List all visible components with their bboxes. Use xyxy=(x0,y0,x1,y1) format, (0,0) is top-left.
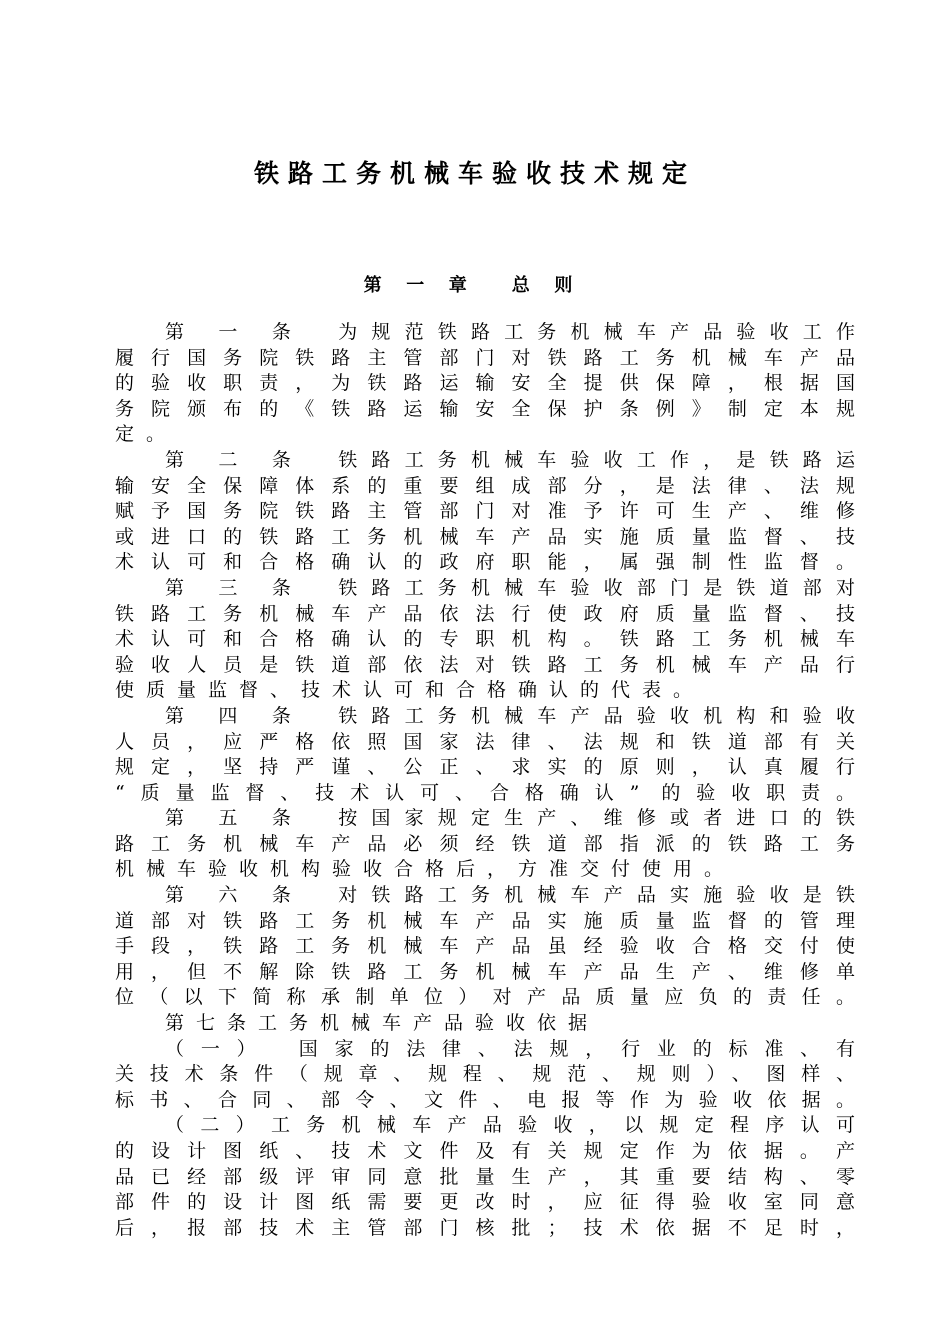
text-line: 手段，铁路工务机械车产品虽经验收合格交付使 xyxy=(115,935,855,958)
text-line: 第 三 条 铁路工务机械车验收部门是铁道部对 xyxy=(165,576,855,599)
text-line: 位（以下简称承制单位）对产品质量应负的责任。 xyxy=(115,986,855,1009)
text-line: 后，报部技术主管部门核批；技术依据不足时， xyxy=(115,1216,855,1239)
text-line: 的设计图纸、技术文件及有关规定作为依据。产 xyxy=(115,1140,855,1162)
text-line: （一） 国家的法律、法规，行业的标准、有 xyxy=(165,1037,855,1060)
text-line: 使质量监督、技术认可和合格确认的代表。 xyxy=(115,679,705,702)
text-line: 第 四 条 铁路工务机械车产品验收机构和验收 xyxy=(165,704,855,727)
document-body xyxy=(115,320,855,1241)
text-line: 验收人员是铁道部依法对铁路工务机械车产品行 xyxy=(115,653,855,676)
text-line: 规定，坚持严谨、公正、求实的原则，认真履行 xyxy=(115,756,855,779)
text-line: 品已经部级评审同意批量生产，其重要结构、零 xyxy=(115,1165,855,1188)
text-line: 机械车验收机构验收合格后，方准交付使用。 xyxy=(115,858,736,881)
text-line: 输安全保障体系的重要组成部分，是法律、法规 xyxy=(115,474,855,497)
text-line: 部件的设计图纸需要更改时，应征得验收室同意 xyxy=(115,1191,855,1214)
text-line: 第 一 条 为规范铁路工务机械车产品验收工作 xyxy=(165,321,855,343)
text-line: 用，但不解除铁路工务机械车产品生产、维修单 xyxy=(115,960,855,983)
text-line: 路工务机械车产品必须经铁道部指派的铁路工务 xyxy=(115,832,855,855)
text-line: 务院颁布的《铁路运输安全保护条例》制定本规 xyxy=(115,397,855,420)
text-line: 第 五 条 按国家规定生产、维修或者进口的铁 xyxy=(165,807,855,830)
text-line: 关技术条件（规章、规程、规范、规则）、图样、 xyxy=(115,1063,855,1086)
text-line: 铁路工务机械车产品依法行使政府质量监督、技 xyxy=(115,602,855,625)
text-line: 道部对铁路工务机械车产品实施质量监督的管理 xyxy=(115,909,855,932)
text-line: 第七条工务机械车产品验收依据 xyxy=(165,1012,600,1035)
text-line: 履行国务院铁路主管部门对铁路工务机械车产品 xyxy=(115,346,855,369)
document-title: 铁路工务机械车验收技术规定 xyxy=(253,159,696,188)
text-line: 赋予国务院铁路主管部门对准予许可生产、维修 xyxy=(115,500,855,523)
text-line: 或进口的铁路工务机械车产品实施质量监督、技 xyxy=(115,525,855,548)
text-line: 第 二 条 铁路工务机械车验收工作，是铁路运 xyxy=(165,448,855,471)
chapter-heading: 第 一 章 总 则 xyxy=(363,275,577,296)
text-line: “质量监督、技术认可、合格确认” 的验收职责。 xyxy=(115,781,855,804)
text-line: 人员，应严格依照国家法律、法规和铁道部有关 xyxy=(115,730,855,753)
text-line: （二）工务机械车产品验收，以规定程序认可 xyxy=(165,1114,855,1137)
text-line: 定。 xyxy=(115,423,178,446)
text-line: 标书、合同、部令、文件、电报等作为验收依据。 xyxy=(115,1088,855,1111)
text-line: 术认可和合格确认的专职机构。铁路工务机械车 xyxy=(115,628,855,651)
text-line: 术认可和合格确认的政府职能，属强制性监督。 xyxy=(115,551,855,574)
text-line: 第 六 条 对铁路工务机械车产品实施验收是铁 xyxy=(165,884,855,907)
text-line: 的验收职责，为铁路运输安全提供保障，根据国 xyxy=(115,372,855,395)
